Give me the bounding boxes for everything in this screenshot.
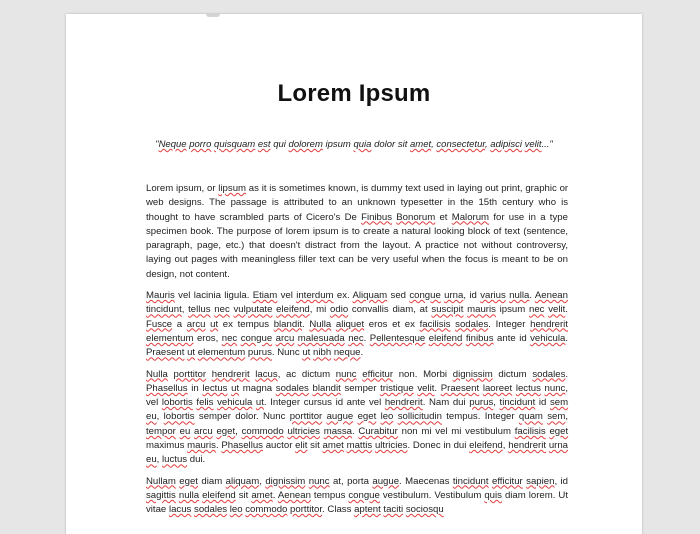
spellcheck-flagged-word: quisquam — [214, 139, 256, 150]
spellcheck-flagged-word: ut — [231, 382, 240, 394]
paragraph-3: Nulla porttitor hendrerit lacus, ac dictum nunc efficitur non. Morbi dignissim dictum sodales. Phasellus in lectus ut magna sodales blandit semper tristique velit. Praesent laoreet lectus nunc, vel lobortis felis vehicula ut. Integer cursus id ante vel hendrerit. Nam dui purus, tincidunt id sem eu, lobortis semper dolor. Nunc porttitor augue eget leo sollicitudin tempus. Integer quam sem, tempor eu arcu eget, commodo ultricies massa. Curabitur non mi vel mi vestibulum facilisis eget maximus mauris. Phasellus auctor elit sit amet mattis ultricies. Donec in dui eleifend, hendrerit urna eu, luctus dui. — [146, 368, 569, 466]
spellcheck-flagged-word: malesuada — [297, 332, 345, 344]
spellcheck-flagged-word: commodo — [245, 504, 288, 516]
spellcheck-flagged-word: eu — [146, 454, 157, 466]
spellcheck-flagged-word: urna — [444, 290, 464, 302]
spellcheck-flagged-word: porttitor — [290, 504, 323, 516]
spellcheck-flagged-word: Bonorum — [396, 211, 436, 223]
spellcheck-flagged-word: hendrerit — [211, 368, 250, 380]
spellcheck-flagged-word: aliquam — [225, 475, 260, 487]
spellcheck-flagged-word: Fusce — [146, 318, 173, 330]
spellcheck-flagged-word: hendrerit — [530, 318, 568, 330]
spellcheck-flagged-word: lacus — [168, 504, 192, 516]
spellcheck-flagged-word: vulputate — [233, 304, 273, 316]
spellcheck-flagged-word: ut — [302, 347, 311, 359]
paragraph-2: Mauris vel lacinia ligula. Etiam vel interdum ex. Aliquam sed congue urna, id varius nulla. Aenean tincidunt, tellus nec vulputate eleifend, mi odio convallis diam, at suscipit mauris ipsum nec velit. Fusce a arcu ut ex tempus blandit. Nulla aliquet eros et ex facilisis sodales. Integer hendrerit elementum eros, nec congue arcu malesuada nec. Pellentesque eleifend finibus ante id vehicula. Praesent ut elementum purus. Nunc ut nibh neque. — [146, 290, 568, 359]
spellcheck-flagged-word: Nullam — [146, 475, 176, 487]
spellcheck-flagged-word: lacus — [255, 368, 278, 380]
spellcheck-flagged-word: tellus — [188, 304, 211, 316]
spellcheck-flagged-word: elit — [295, 440, 308, 452]
spellcheck-flagged-word: nibh — [313, 347, 332, 359]
spellcheck-flagged-word: Curabitur — [358, 425, 398, 437]
spellcheck-flagged-word: facilisis — [514, 425, 546, 437]
spellcheck-flagged-word: augue — [326, 411, 354, 423]
spellcheck-flagged-word: taciti — [383, 504, 404, 516]
spellcheck-flagged-word: efficitur — [491, 475, 523, 487]
spellcheck-flagged-word: porttitor — [173, 368, 207, 380]
spellcheck-flagged-word: sollicitudin — [397, 411, 442, 423]
spellcheck-flagged-word: lobortis — [163, 411, 195, 423]
spellcheck-flagged-word: nunc — [544, 382, 566, 394]
spellcheck-flagged-word: eu — [179, 425, 191, 437]
document-quote: "Neque porro quisquam est qui dolorem ipsum quia dolor sit amet, consectetur, adipisci velit..." — [155, 139, 553, 150]
spellcheck-flagged-word: nec — [528, 304, 545, 316]
spellcheck-flagged-word: nunc — [308, 475, 330, 487]
spellcheck-flagged-word: eu — [146, 411, 157, 423]
spellcheck-flagged-word: eget — [179, 475, 198, 487]
spellcheck-flagged-word: Malorum — [451, 211, 490, 223]
spellcheck-flagged-word: lectus — [515, 382, 541, 394]
spellcheck-flagged-word: amet — [251, 489, 273, 501]
document-page — [66, 14, 642, 534]
spellcheck-flagged-word: urna — [548, 440, 569, 452]
spellcheck-flagged-word: eleifend — [276, 304, 310, 316]
spellcheck-flagged-word: massa — [323, 425, 352, 437]
spellcheck-flagged-word: Nulla — [309, 318, 332, 330]
spellcheck-flagged-word: lobortis — [161, 397, 193, 409]
spellcheck-flagged-word: purus — [247, 347, 272, 359]
spellcheck-flagged-word: laoreet — [482, 382, 513, 394]
spellcheck-flagged-word: purus — [469, 397, 494, 409]
spellcheck-flagged-word: Aenean — [534, 290, 568, 302]
spellcheck-flagged-word: quis — [484, 489, 502, 501]
spellcheck-flagged-word: Nulla — [146, 368, 168, 380]
spellcheck-flagged-word: sagittis — [146, 489, 176, 501]
spellcheck-flagged-word: aliquet — [335, 318, 365, 330]
spellcheck-flagged-word: arcu — [194, 425, 213, 437]
spellcheck-flagged-word: vehicula — [530, 332, 566, 344]
spellcheck-flagged-word: Finibus — [361, 211, 393, 223]
spellcheck-flagged-word: consectetur — [436, 139, 485, 150]
spellcheck-flagged-word: eleifend — [469, 440, 503, 452]
spellcheck-flagged-word: dolorem — [288, 139, 323, 150]
spellcheck-flagged-word: arcu — [186, 318, 206, 330]
spellcheck-flagged-word: eget — [357, 411, 377, 423]
spellcheck-flagged-word: amet — [410, 139, 432, 150]
spellcheck-flagged-word: mauris — [467, 304, 496, 316]
spellcheck-flagged-word: varius — [480, 290, 506, 302]
document-title: Lorem Ipsum — [277, 80, 431, 107]
spellcheck-flagged-word: velit — [548, 304, 566, 316]
spellcheck-flagged-word: congue — [409, 290, 441, 302]
spellcheck-flagged-word: nec — [348, 332, 364, 344]
spellcheck-flagged-word: finibus — [465, 332, 494, 344]
spellcheck-flagged-word: adipisci — [490, 139, 522, 150]
spellcheck-flagged-word: nec — [221, 332, 238, 344]
spellcheck-flagged-word: ut — [187, 347, 196, 359]
spellcheck-flagged-word: lipsum — [218, 183, 247, 194]
spellcheck-flagged-word: sociosqu — [405, 504, 444, 516]
spellcheck-flagged-word: Praesent — [146, 347, 185, 359]
spellcheck-flagged-word: amet — [322, 440, 344, 452]
page-top-marker — [206, 14, 220, 17]
spellcheck-flagged-word: sem — [549, 397, 569, 409]
spellcheck-flagged-word: sodales — [194, 504, 228, 516]
spellcheck-flagged-word: eleifend — [428, 332, 463, 344]
spellcheck-flagged-word: sapien — [526, 475, 555, 487]
spellcheck-flagged-word: odio — [330, 304, 349, 316]
spellcheck-flagged-word: tempor — [146, 425, 176, 437]
spellcheck-flagged-word: ut — [255, 397, 264, 409]
spellcheck-flagged-word: commodo — [241, 425, 284, 437]
spellcheck-flagged-word: ultricies — [287, 425, 320, 437]
spellcheck-flagged-word: velit — [524, 139, 542, 150]
spellcheck-flagged-word: tristique — [380, 382, 414, 394]
spellcheck-flagged-word: hendrerit — [508, 440, 547, 452]
spellcheck-flagged-word: velit — [417, 382, 435, 394]
spellcheck-flagged-word: luctus — [162, 454, 188, 466]
spellcheck-flagged-word: sem — [547, 411, 566, 423]
spellcheck-flagged-word: eget — [216, 425, 236, 437]
spellcheck-flagged-word: nunc — [335, 368, 357, 380]
spellcheck-flagged-word: neque — [333, 347, 361, 359]
spellcheck-flagged-word: Neque — [158, 139, 187, 150]
spellcheck-flagged-word: blandit — [312, 382, 341, 394]
spellcheck-flagged-word: quam — [518, 411, 543, 423]
spellcheck-flagged-word: eleifend — [202, 489, 236, 501]
spellcheck-flagged-word: felis — [196, 397, 214, 409]
spellcheck-flagged-word: Aenean — [277, 489, 311, 501]
spellcheck-flagged-word: elementum — [197, 347, 246, 359]
spellcheck-flagged-word: blandit — [273, 318, 302, 330]
spellcheck-flagged-word: suscipit — [431, 304, 464, 316]
spellcheck-flagged-word: Phasellus — [146, 382, 188, 394]
spellcheck-flagged-word: hendrerit — [384, 397, 423, 409]
spellcheck-flagged-word: lectus — [202, 382, 228, 394]
spellcheck-flagged-word: Pellentesque — [369, 332, 426, 344]
spellcheck-flagged-word: interdum — [296, 290, 334, 302]
spellcheck-flagged-word: leo — [380, 411, 394, 423]
spellcheck-flagged-word: mauris — [187, 440, 216, 452]
spellcheck-flagged-word: ut — [210, 318, 219, 330]
spellcheck-flagged-word: Etiam — [252, 290, 278, 302]
spellcheck-flagged-word: eget — [549, 425, 569, 437]
spellcheck-flagged-word: dignissim — [452, 368, 493, 380]
paragraph-1: Lorem ipsum, or lipsum as it is sometimes known, is dummy text used in laying out print, graphic or web designs. The passage is attributed to an unknown typesetter in the 15th century who is thought to have scrambled parts of Cicero's De Finibus Bonorum et Malorum for use in a type specimen book. The purpose of lorem ipsum is to create a natural looking block of text (sentence, paragraph, page, etc.) that doesn't distract from the layout. A practice not without controversy, laying out pages with meaningless filler text can be very useful when the focus is meant to be on design, not content. — [146, 183, 569, 280]
spellcheck-flagged-word: tincidunt — [146, 304, 182, 316]
spellcheck-flagged-word: congue — [240, 332, 273, 344]
spellcheck-flagged-word: Phasellus — [221, 440, 263, 452]
spellcheck-flagged-word: mattis — [346, 440, 373, 452]
spellcheck-flagged-word: vehicula — [217, 397, 253, 409]
spellcheck-flagged-word: congue — [348, 489, 380, 501]
spellcheck-flagged-word: quia — [353, 139, 372, 150]
spellcheck-flagged-word: sodales — [275, 382, 309, 394]
spellcheck-flagged-word: aptent — [354, 504, 381, 516]
spellcheck-flagged-word: est — [257, 139, 271, 150]
spellcheck-flagged-word: Mauris — [146, 290, 175, 302]
spellcheck-flagged-word: efficitur — [362, 368, 394, 380]
spellcheck-flagged-word: augue — [372, 475, 400, 487]
spellcheck-flagged-word: tincidunt — [499, 397, 536, 409]
spellcheck-flagged-word: leo — [229, 504, 243, 516]
spellcheck-flagged-word: sodales — [455, 318, 489, 330]
paragraph-4: Nullam eget diam aliquam, dignissim nunc at, porta augue. Maecenas tincidunt efficitur sapien, id sagittis nulla eleifend sit amet. Aenean tempus congue vestibulum. Vestibulum quis diam lorem. Ut vitae lacus sodales leo commodo porttitor. Class aptent taciti sociosqu — [146, 475, 568, 516]
spellcheck-flagged-word: porro — [189, 139, 212, 150]
spellcheck-flagged-word: sodales — [532, 368, 566, 380]
spellcheck-flagged-word: nec — [214, 304, 230, 316]
spellcheck-flagged-word: elementum — [146, 332, 194, 344]
spellcheck-flagged-word: Aliquam — [352, 290, 388, 302]
document-body — [146, 182, 568, 525]
spellcheck-flagged-word: Praesent — [440, 382, 480, 394]
spellcheck-flagged-word: facilisis — [419, 318, 451, 330]
spellcheck-flagged-word: nulla — [509, 290, 530, 302]
spellcheck-flagged-word: nulla — [178, 489, 200, 501]
spellcheck-flagged-word: porttitor — [289, 411, 323, 423]
spellcheck-flagged-word: ultricies — [374, 440, 408, 452]
spellcheck-flagged-word: dignissim — [265, 475, 306, 487]
spellcheck-flagged-word: tincidunt — [452, 475, 489, 487]
spellcheck-flagged-word: arcu — [275, 332, 295, 344]
